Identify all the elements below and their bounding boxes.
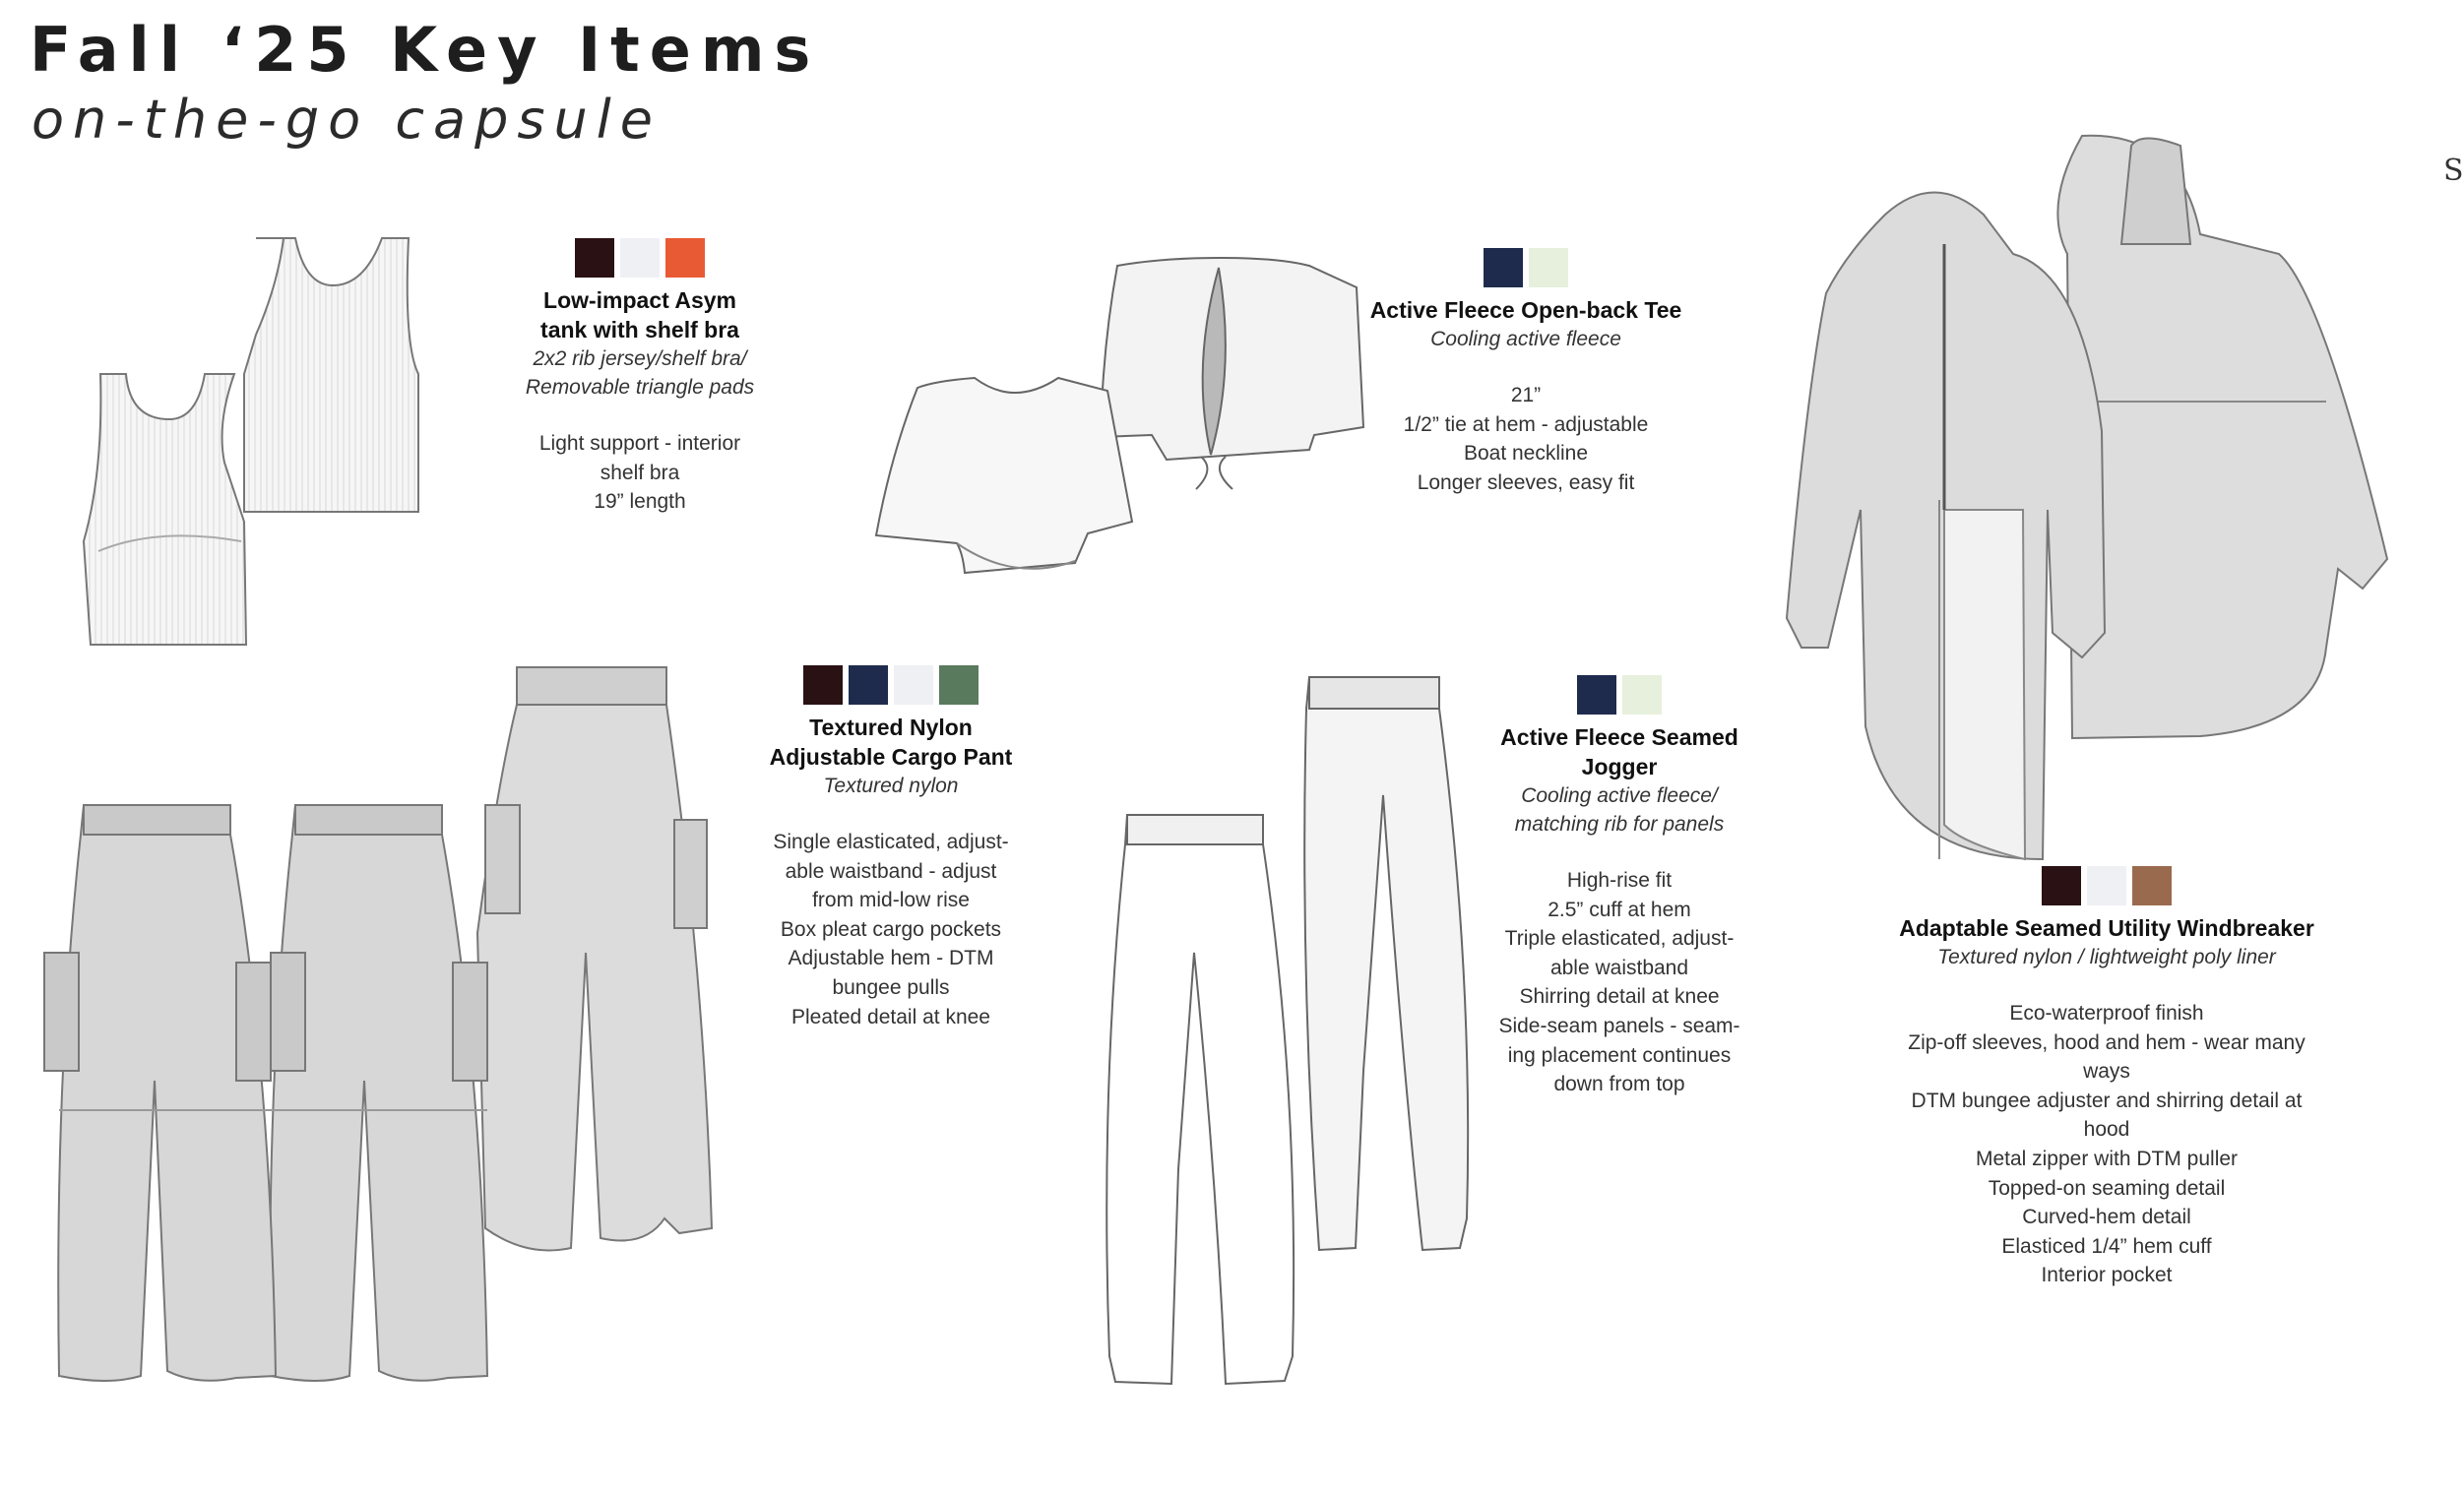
- detail-line: Pleated detail at knee: [791, 1005, 990, 1028]
- detail-line: Curved-hem detail: [2022, 1206, 2191, 1229]
- detail-line: 2.5” cuff at hem: [1548, 898, 1691, 921]
- color-swatch: [1484, 248, 1523, 287]
- detail-line: Topped-on seaming detail: [1988, 1176, 2226, 1200]
- detail-line: bungee pulls: [832, 975, 950, 999]
- product-block-tee: [1363, 248, 1688, 497]
- detail-line: Box pleat cargo pockets: [780, 917, 1002, 941]
- product-name: Adaptable Seamed Utility Windbreaker: [1899, 915, 2314, 941]
- detail-line: DTM bungee adjuster and shirring detail at: [1911, 1089, 2303, 1112]
- detail-line: ing placement continues: [1507, 1043, 1732, 1067]
- detail-line: 21”: [1510, 384, 1542, 406]
- product-fabric: matching rib for panels: [1514, 813, 1725, 836]
- product-details: [1363, 381, 1688, 497]
- detail-line: High-rise fit: [1566, 869, 1673, 892]
- page-subtitle: on-the-go capsule: [32, 89, 662, 151]
- detail-line: Single elasticated, adjust-: [773, 831, 1009, 853]
- detail-line: Triple elasticated, adjust-: [1504, 927, 1735, 951]
- swatch-row: [748, 665, 1034, 705]
- page-title: Fall ‘25 Key Items: [30, 14, 821, 86]
- detail-line: Eco-waterproof finish: [2009, 1002, 2204, 1025]
- swatch-row: [1477, 675, 1762, 715]
- tee-sketch: [866, 248, 1368, 597]
- color-swatch: [575, 238, 614, 278]
- detail-line: Zip-off sleeves, hood and hem - wear many: [1908, 1030, 2306, 1054]
- detail-line: hood: [2083, 1118, 2130, 1142]
- color-swatch: [2132, 866, 2172, 905]
- jogger-sketch: [1088, 677, 1482, 1391]
- detail-line: Boat neckline: [1463, 442, 1589, 466]
- color-swatch: [894, 665, 933, 705]
- detail-line: Metal zipper with DTM puller: [1975, 1147, 2239, 1170]
- product-name: Low-impact Asym: [543, 287, 736, 313]
- cargo-pant-sketch: [34, 667, 724, 1391]
- detail-line: Interior pocket: [2041, 1264, 2173, 1287]
- detail-line: able waistband - adjust: [785, 859, 997, 883]
- swatch-row: [1861, 866, 2353, 905]
- product-details: [1861, 999, 2353, 1290]
- color-swatch: [665, 238, 705, 278]
- color-swatch: [1622, 675, 1662, 715]
- detail-line: Longer sleeves, easy fit: [1417, 470, 1635, 494]
- detail-line: Shirring detail at knee: [1519, 985, 1720, 1009]
- product-name: tank with shelf bra: [540, 317, 739, 342]
- detail-line: Side-seam panels - seam-: [1498, 1014, 1740, 1037]
- detail-line: down from top: [1553, 1073, 1685, 1096]
- detail-line: Elasticed 1/4” hem cuff: [2001, 1234, 2212, 1258]
- product-fabric: 2x2 rib jersey/shelf bra/: [533, 347, 747, 370]
- product-block-cargo: [748, 665, 1034, 1031]
- product-fabric: Removable triangle pads: [525, 376, 755, 399]
- product-details: [748, 828, 1034, 1031]
- product-fabric: Textured nylon: [823, 775, 959, 797]
- swatch-row: [1363, 248, 1688, 287]
- product-block-tank: [492, 238, 788, 517]
- tank-sketch: [69, 226, 443, 659]
- detail-line: 1/2” tie at hem - adjustable: [1403, 412, 1649, 436]
- color-swatch: [849, 665, 888, 705]
- product-name: Adjustable Cargo Pant: [769, 744, 1013, 770]
- product-block-jogger: [1477, 675, 1762, 1099]
- swatch-row: [492, 238, 788, 278]
- product-fabric: Textured nylon / lightweight poly liner: [1937, 946, 2276, 968]
- detail-line: shelf bra: [600, 461, 680, 484]
- color-swatch: [1529, 248, 1568, 287]
- color-swatch: [2042, 866, 2081, 905]
- detail-line: Adjustable hem - DTM: [788, 947, 994, 970]
- product-block-windbreaker: [1861, 866, 2353, 1290]
- color-swatch: [620, 238, 660, 278]
- product-name: Textured Nylon: [809, 715, 973, 740]
- color-swatch: [1577, 675, 1616, 715]
- detail-line: Light support - interior: [538, 432, 741, 455]
- product-fabric: Cooling active fleece: [1430, 328, 1621, 350]
- product-name: Active Fleece Open-back Tee: [1369, 297, 1682, 323]
- cropped-edge-text: S: [2443, 154, 2464, 188]
- color-swatch: [2087, 866, 2126, 905]
- product-fabric: Cooling active fleece/: [1521, 784, 1718, 807]
- color-swatch: [803, 665, 843, 705]
- detail-line: able waistband: [1549, 956, 1689, 979]
- product-name: Active Fleece Seamed: [1500, 724, 1738, 750]
- product-name: Jogger: [1581, 754, 1658, 779]
- color-swatch: [939, 665, 979, 705]
- product-details: [492, 429, 788, 517]
- windbreaker-sketch: [1767, 136, 2397, 859]
- detail-line: from mid-low rise: [812, 889, 970, 912]
- detail-line: ways: [2083, 1060, 2130, 1084]
- detail-line: 19” length: [594, 490, 686, 514]
- product-details: [1477, 866, 1762, 1099]
